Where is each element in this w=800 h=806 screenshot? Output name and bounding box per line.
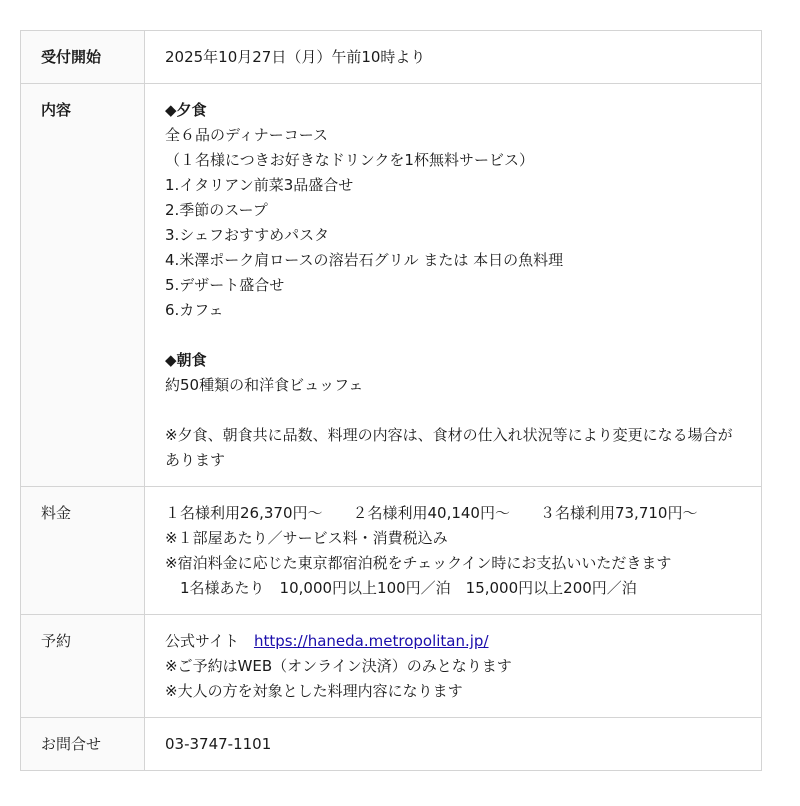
row-value	[145, 615, 762, 718]
row-value	[145, 487, 762, 615]
text-line	[165, 679, 741, 704]
line-text: ※大人の方を対象とした料理内容になります	[165, 682, 463, 700]
row-label: お問合せ	[21, 718, 145, 771]
text-line	[165, 526, 741, 551]
line-text: ※宿泊料金に応じた東京都宿泊税をチェックイン時にお支払いいただきます	[165, 554, 672, 572]
text-line	[165, 45, 741, 70]
section-heading	[165, 98, 741, 123]
line-text: 6.カフェ	[165, 301, 224, 319]
line-text: ◆夕食	[165, 101, 207, 119]
line-text: 3.シェフおすすめパスタ	[165, 226, 330, 244]
row-label: 料金	[21, 487, 145, 615]
text-line	[165, 373, 741, 398]
row-value	[145, 31, 762, 84]
text-line	[165, 423, 741, 473]
text-line	[165, 732, 741, 757]
line-text: １名様利用26,370円～ ２名様利用40,140円～ ３名様利用73,710円～	[165, 504, 698, 522]
info-table-body	[21, 31, 762, 771]
line-text: 5.デザート盛合せ	[165, 276, 285, 294]
row-label: 受付開始	[21, 31, 145, 84]
row-label: 予約	[21, 615, 145, 718]
line-text: 1名様あたり 10,000円以上100円／泊 15,000円以上200円／泊	[165, 579, 637, 597]
text-line	[165, 248, 741, 273]
text-line	[165, 273, 741, 298]
line-text: ※夕食、朝食共に品数、料理の内容は、食材の仕入れ状況等により変更になる場合があります	[165, 426, 733, 469]
line-text: 全６品のディナーコース	[165, 126, 329, 144]
row-value	[145, 718, 762, 771]
line-text: ※ご予約はWEB（オンライン決済）のみとなります	[165, 657, 512, 675]
table-row-inquiry	[21, 718, 762, 771]
row-value	[145, 84, 762, 487]
spacer	[165, 398, 741, 423]
line-text: 2.季節のスープ	[165, 201, 268, 219]
line-text: 約50種類の和洋食ビュッフェ	[165, 376, 364, 394]
line-text: 1.イタリアン前菜3品盛合せ	[165, 176, 354, 194]
table-row-contents	[21, 84, 762, 487]
spacer	[165, 323, 741, 348]
text-line	[165, 148, 741, 173]
line-text: 03-3747-1101	[165, 735, 272, 753]
text-line	[165, 198, 741, 223]
table-row-price	[21, 487, 762, 615]
line-text: 公式サイト	[165, 632, 254, 650]
text-line	[165, 654, 741, 679]
line-text: ※１部屋あたり／サービス料・消費税込み	[165, 529, 448, 547]
line-text: 4.米澤ポーク肩ロースの溶岩石グリル または 本日の魚料理	[165, 251, 564, 269]
table-row-reception-start	[21, 31, 762, 84]
official-site-link[interactable]: https://haneda.metropolitan.jp/	[253, 632, 489, 650]
table-row-reservation	[21, 615, 762, 718]
line-text: 2025年10月27日（月）午前10時より	[165, 48, 426, 66]
text-line	[165, 173, 741, 198]
text-line	[165, 629, 741, 654]
section-heading	[165, 348, 741, 373]
text-line	[165, 501, 741, 526]
row-label: 内容	[21, 84, 145, 487]
text-line	[165, 223, 741, 248]
line-text: （１名様につきお好きなドリンクを1杯無料サービス）	[165, 151, 534, 169]
text-line	[165, 123, 741, 148]
line-text: ◆朝食	[165, 351, 207, 369]
text-line	[165, 576, 741, 601]
text-line	[165, 298, 741, 323]
info-table	[20, 30, 762, 771]
text-line	[165, 551, 741, 576]
